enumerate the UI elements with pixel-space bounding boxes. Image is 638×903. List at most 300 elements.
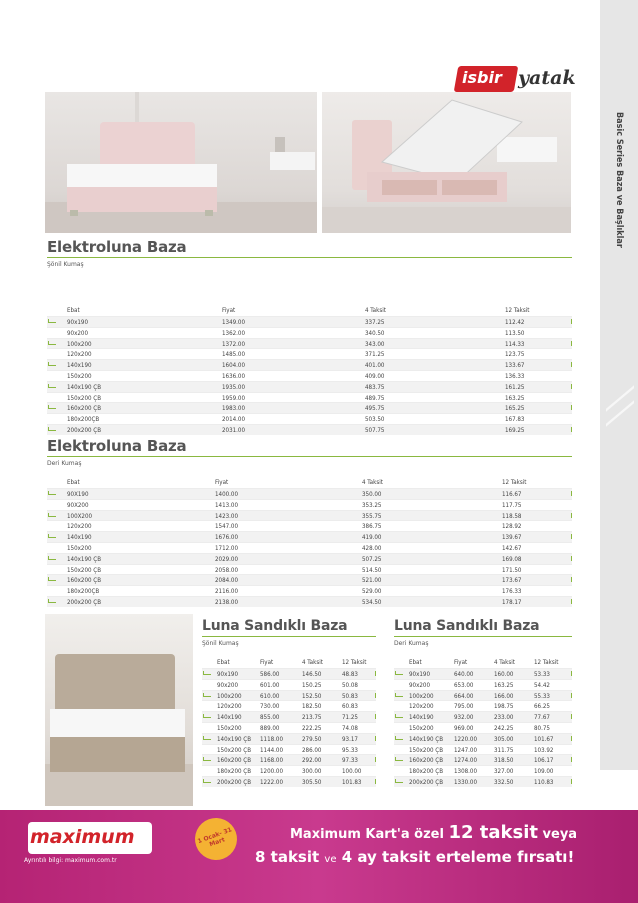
- arrow-marker-icon: [203, 779, 211, 783]
- table-cell: 150.25: [302, 681, 322, 689]
- table-cell: 1220.00: [454, 735, 478, 743]
- table-cell: 178.17: [502, 598, 522, 606]
- table-row: [202, 711, 376, 722]
- table-row: [202, 722, 376, 733]
- table-cell: 200x200 ÇB: [67, 598, 102, 606]
- table-cell: 150x200 ÇB: [217, 746, 252, 754]
- table-cell: 55.33: [534, 692, 550, 700]
- table-cell: 279.50: [302, 735, 322, 743]
- table-row: [47, 531, 572, 542]
- table-cell: 1144.00: [260, 746, 284, 754]
- row-tick-icon: [571, 319, 572, 324]
- table-cell: 409.00: [365, 372, 385, 380]
- table-cell: 90x200: [409, 681, 430, 689]
- table-cell: 1935.00: [222, 383, 246, 391]
- table-row: [394, 744, 572, 755]
- table-cell: 150x200: [67, 544, 92, 552]
- table-row: [394, 733, 572, 744]
- table-cell: 120x200: [217, 703, 242, 711]
- table-cell: 534.50: [362, 598, 382, 606]
- table-cell: 139.67: [502, 534, 522, 542]
- table-cell: 222.25: [302, 724, 322, 732]
- table-cell: 116.67: [502, 491, 522, 498]
- table-cell: 1983.00: [222, 405, 246, 413]
- table-row: [47, 392, 572, 403]
- table-cell: 48.83: [342, 671, 358, 678]
- row-tick-icon: [375, 779, 376, 784]
- table-cell: 160x200 ÇB: [409, 757, 444, 765]
- table-row: [202, 700, 376, 711]
- divider: [394, 636, 572, 637]
- table-cell: 332.50: [494, 778, 514, 786]
- table-cell: 95.33: [342, 746, 358, 754]
- table-cell: 100x200: [67, 340, 92, 348]
- table-cell: 2029.00: [215, 555, 239, 563]
- table-row: [202, 679, 376, 690]
- price-table-2: [47, 476, 572, 607]
- table-cell: 120x200: [409, 703, 434, 711]
- table-row: [47, 553, 572, 564]
- table-cell: 2138.00: [215, 598, 239, 606]
- banner-headline-2: 8 taksit ve 4 ay taksit erteleme fırsatı!: [255, 848, 575, 866]
- table-cell: 103.92: [534, 746, 554, 754]
- bed-photo-headboard: [45, 92, 317, 233]
- price-table-4: [394, 656, 572, 787]
- table-row: [394, 711, 572, 722]
- table-cell: 90x200: [217, 681, 238, 689]
- table-cell: 110.83: [534, 778, 554, 786]
- bed-photo-storage-open: [322, 92, 571, 233]
- table-row: [47, 402, 572, 413]
- table-row: [202, 776, 376, 787]
- table-cell: 180x200 ÇB: [409, 768, 444, 776]
- table-cell: 136.33: [505, 372, 525, 380]
- arrow-marker-icon: [48, 362, 56, 366]
- table-cell: 182.50: [302, 703, 322, 711]
- section-subtitle-2: Deri Kumaş: [47, 460, 82, 467]
- table-cell: 305.50: [302, 778, 322, 786]
- table-header: [202, 656, 376, 668]
- table-cell: 114.33: [505, 340, 525, 348]
- table-cell: 1247.00: [454, 746, 478, 754]
- table-cell: 90X190: [67, 491, 89, 498]
- table-cell: 142.67: [502, 544, 522, 552]
- row-tick-icon: [375, 671, 376, 676]
- section-title-2: Elektroluna Baza: [47, 437, 187, 455]
- arrow-marker-icon: [48, 556, 56, 560]
- arrow-marker-icon: [48, 384, 56, 388]
- table-cell: 100x200: [217, 692, 242, 700]
- arrow-marker-icon: [48, 491, 56, 495]
- table-cell: 171.50: [502, 566, 522, 574]
- row-tick-icon: [571, 671, 572, 676]
- table-cell: 1712.00: [215, 544, 239, 552]
- table-cell: 1168.00: [260, 757, 284, 765]
- table-cell: 889.00: [260, 724, 280, 732]
- table-cell: 2058.00: [215, 566, 239, 574]
- table-cell: 77.67: [534, 714, 550, 722]
- table-row: [47, 413, 572, 424]
- divider: [47, 456, 572, 457]
- table-cell: 1118.00: [260, 735, 284, 743]
- row-tick-icon: [571, 599, 572, 604]
- table-cell: 529.00: [362, 588, 382, 596]
- table-header: [47, 304, 572, 316]
- table-cell: 507.25: [362, 555, 382, 563]
- table-cell: 353.25: [362, 501, 382, 509]
- row-tick-icon: [375, 736, 376, 741]
- table-row: [394, 722, 572, 733]
- table-cell: 90x190: [217, 671, 238, 678]
- table-row: [202, 690, 376, 701]
- row-tick-icon: [571, 693, 572, 698]
- table-cell: 150x200 ÇB: [409, 746, 444, 754]
- table-cell: 318.50: [494, 757, 514, 765]
- table-cell: 163.25: [494, 681, 514, 689]
- arrow-marker-icon: [203, 736, 211, 740]
- table-cell: 163.25: [505, 394, 525, 402]
- table-row: [47, 585, 572, 596]
- table-cell: 586.00: [260, 671, 280, 678]
- table-row: [47, 338, 572, 349]
- row-tick-icon: [571, 384, 572, 389]
- table-row: [47, 488, 572, 499]
- table-cell: 730.00: [260, 703, 280, 711]
- row-tick-icon: [571, 534, 572, 539]
- section-title-4: Luna Sandıklı Baza: [394, 618, 540, 634]
- table-cell: 343.00: [365, 340, 385, 348]
- arrow-marker-icon: [48, 341, 56, 345]
- table-cell: 169.25: [505, 426, 525, 434]
- table-cell: 292.00: [302, 757, 322, 765]
- row-tick-icon: [571, 757, 572, 762]
- table-cell: 140x190 ÇB: [409, 735, 444, 743]
- table-cell: 610.00: [260, 692, 280, 700]
- table-row: [47, 370, 572, 381]
- row-tick-icon: [571, 577, 572, 582]
- table-cell: 180x200ÇB: [67, 588, 100, 596]
- table-cell: 601.00: [260, 681, 280, 689]
- table-cell: 165.25: [505, 405, 525, 413]
- table-cell: 118.58: [502, 512, 522, 520]
- table-cell: 140x190 ÇB: [217, 735, 252, 743]
- row-tick-icon: [571, 556, 572, 561]
- table-cell: 419.00: [362, 534, 382, 542]
- arrow-marker-icon: [395, 671, 403, 675]
- arrow-marker-icon: [203, 693, 211, 697]
- price-table-1: [47, 304, 572, 435]
- column-header: Ebat: [409, 659, 422, 666]
- arrow-marker-icon: [48, 319, 56, 323]
- table-row: [394, 668, 572, 679]
- arrow-marker-icon: [48, 599, 56, 603]
- table-row: [394, 700, 572, 711]
- column-header: Fiyat: [260, 659, 274, 666]
- table-row: [47, 316, 572, 327]
- column-header: 12 Taksit: [342, 659, 367, 666]
- arrow-marker-icon: [395, 714, 403, 718]
- table-cell: 152.50: [302, 692, 322, 700]
- table-cell: 200x200 ÇB: [217, 778, 252, 786]
- table-cell: 140x190: [67, 362, 92, 370]
- row-tick-icon: [571, 513, 572, 518]
- table-cell: 2084.00: [215, 577, 239, 585]
- table-cell: 160.00: [494, 671, 514, 678]
- column-header: Ebat: [67, 307, 80, 314]
- section-subtitle-1: Şönil Kumaş: [47, 261, 84, 268]
- table-cell: 1349.00: [222, 319, 246, 326]
- table-cell: 795.00: [454, 703, 474, 711]
- arrow-marker-icon: [395, 693, 403, 697]
- table-cell: 90x200: [67, 329, 88, 337]
- divider: [47, 257, 572, 258]
- table-row: [47, 359, 572, 370]
- table-cell: 146.50: [302, 671, 322, 678]
- table-row: [202, 744, 376, 755]
- table-cell: 1308.00: [454, 768, 478, 776]
- table-cell: 855.00: [260, 714, 280, 722]
- table-cell: 640.00: [454, 671, 474, 678]
- row-tick-icon: [375, 757, 376, 762]
- table-cell: 200x200 ÇB: [409, 778, 444, 786]
- table-cell: 1222.00: [260, 778, 284, 786]
- table-row: [202, 668, 376, 679]
- table-cell: 2116.00: [215, 588, 239, 596]
- arrow-marker-icon: [203, 671, 211, 675]
- table-cell: 106.17: [534, 757, 554, 765]
- table-cell: 1330.00: [454, 778, 478, 786]
- table-cell: 1400.00: [215, 491, 239, 498]
- table-cell: 2014.00: [222, 416, 246, 424]
- table-cell: 1413.00: [215, 501, 239, 509]
- row-tick-icon: [375, 693, 376, 698]
- row-tick-icon: [571, 714, 572, 719]
- table-row: [47, 520, 572, 531]
- table-row: [394, 765, 572, 776]
- table-row: [47, 542, 572, 553]
- table-row: [394, 679, 572, 690]
- column-header: 4 Taksit: [365, 307, 386, 314]
- table-cell: 140x190 ÇB: [67, 383, 102, 391]
- table-cell: 101.83: [342, 778, 362, 786]
- table-header: [394, 656, 572, 668]
- table-cell: 133.67: [505, 362, 525, 370]
- table-cell: 60.83: [342, 703, 358, 711]
- table-cell: 503.50: [365, 416, 385, 424]
- table-cell: 305.00: [494, 735, 514, 743]
- table-cell: 112.42: [505, 319, 525, 326]
- table-row: [47, 596, 572, 607]
- side-title: Basic Series Baza ve Başlıklar: [614, 112, 624, 248]
- section-title-3: Luna Sandıklı Baza: [202, 618, 348, 634]
- arrow-marker-icon: [395, 779, 403, 783]
- table-row: [47, 510, 572, 521]
- table-cell: 428.00: [362, 544, 382, 552]
- table-cell: 160x200 ÇB: [217, 757, 252, 765]
- row-tick-icon: [571, 362, 572, 367]
- table-cell: 167.83: [505, 416, 525, 424]
- table-cell: 386.75: [362, 523, 382, 531]
- column-header: Fiyat: [222, 307, 236, 314]
- column-header: 4 Taksit: [302, 659, 323, 666]
- column-header: 4 Taksit: [362, 479, 383, 486]
- table-row: [202, 754, 376, 765]
- table-cell: 140x190: [409, 714, 434, 722]
- table-row: [47, 564, 572, 575]
- table-cell: 150x200: [67, 372, 92, 380]
- table-row: [394, 754, 572, 765]
- column-header: Fiyat: [215, 479, 229, 486]
- table-row: [47, 381, 572, 392]
- row-tick-icon: [571, 341, 572, 346]
- table-cell: 50.08: [342, 681, 358, 689]
- table-cell: 140x190: [217, 714, 242, 722]
- table-cell: 90x190: [409, 671, 430, 678]
- table-cell: 2031.00: [222, 426, 246, 434]
- table-cell: 100X200: [67, 512, 93, 520]
- date-sticker: 1 Ocak- 31 Mart: [189, 812, 243, 866]
- section-subtitle-3: Şönil Kumaş: [202, 640, 239, 647]
- table-row: [394, 690, 572, 701]
- table-cell: 483.75: [365, 383, 385, 391]
- table-row: [47, 424, 572, 435]
- table-cell: 495.75: [365, 405, 385, 413]
- table-cell: 286.00: [302, 746, 322, 754]
- table-cell: 166.00: [494, 692, 514, 700]
- table-cell: 169.08: [502, 555, 522, 563]
- table-cell: 514.50: [362, 566, 382, 574]
- table-cell: 109.00: [534, 768, 554, 776]
- table-cell: 311.75: [494, 746, 514, 754]
- banner-info: Ayrıntılı bilgi: maximum.com.tr: [24, 857, 117, 864]
- column-header: Ebat: [217, 659, 230, 666]
- table-cell: 521.00: [362, 577, 382, 585]
- arrow-marker-icon: [48, 427, 56, 431]
- table-row: [394, 776, 572, 787]
- table-cell: 337.25: [365, 319, 385, 326]
- maximum-logo: maximum: [30, 826, 135, 848]
- table-cell: 150x200: [409, 724, 434, 732]
- table-cell: 160x200 ÇB: [67, 577, 102, 585]
- brand-name-left: isbir: [462, 68, 502, 87]
- table-cell: 969.00: [454, 724, 474, 732]
- table-cell: 160x200 ÇB: [67, 405, 102, 413]
- table-cell: 1485.00: [222, 351, 246, 359]
- table-cell: 74.08: [342, 724, 358, 732]
- column-header: Fiyat: [454, 659, 468, 666]
- table-cell: 1636.00: [222, 372, 246, 380]
- section-title-1: Elektroluna Baza: [47, 238, 187, 256]
- table-cell: 80.75: [534, 724, 550, 732]
- table-cell: 355.75: [362, 512, 382, 520]
- table-cell: 1423.00: [215, 512, 239, 520]
- table-cell: 150x200 ÇB: [67, 394, 102, 402]
- table-cell: 128.92: [502, 523, 522, 531]
- table-row: [47, 499, 572, 510]
- table-cell: 117.75: [502, 501, 522, 509]
- table-row: [47, 348, 572, 359]
- table-cell: 150x200 ÇB: [67, 566, 102, 574]
- table-row: [47, 327, 572, 338]
- arrow-marker-icon: [48, 577, 56, 581]
- table-row: [202, 765, 376, 776]
- section-subtitle-4: Deri Kumaş: [394, 640, 429, 647]
- table-cell: 90x190: [67, 319, 88, 326]
- table-cell: 150x200: [217, 724, 242, 732]
- table-cell: 140x190 ÇB: [67, 555, 102, 563]
- brand-name-right: yatak: [518, 67, 576, 89]
- arrow-marker-icon: [48, 405, 56, 409]
- table-cell: 1604.00: [222, 362, 246, 370]
- table-cell: 71.25: [342, 714, 358, 722]
- table-cell: 100x200: [409, 692, 434, 700]
- divider: [202, 636, 376, 637]
- price-table-3: [202, 656, 376, 787]
- table-cell: 176.33: [502, 588, 522, 596]
- table-cell: 489.75: [365, 394, 385, 402]
- table-cell: 161.25: [505, 383, 525, 391]
- arrow-marker-icon: [395, 736, 403, 740]
- column-header: Ebat: [67, 479, 80, 486]
- table-cell: 66.25: [534, 703, 550, 711]
- table-cell: 1547.00: [215, 523, 239, 531]
- table-cell: 1274.00: [454, 757, 478, 765]
- table-cell: 180x200 ÇB: [217, 768, 252, 776]
- table-cell: 113.50: [505, 329, 525, 337]
- table-cell: 664.00: [454, 692, 474, 700]
- table-cell: 140x190: [67, 534, 92, 542]
- table-cell: 101.67: [534, 735, 554, 743]
- table-row: [47, 574, 572, 585]
- table-cell: 1362.00: [222, 329, 246, 337]
- arrow-marker-icon: [48, 513, 56, 517]
- table-cell: 233.00: [494, 714, 514, 722]
- table-cell: 213.75: [302, 714, 322, 722]
- column-header: 12 Taksit: [534, 659, 559, 666]
- table-cell: 1372.00: [222, 340, 246, 348]
- table-cell: 53.33: [534, 671, 550, 678]
- table-cell: 123.75: [505, 351, 525, 359]
- table-cell: 932.00: [454, 714, 474, 722]
- table-cell: 120x200: [67, 351, 92, 359]
- row-tick-icon: [375, 714, 376, 719]
- arrow-marker-icon: [395, 757, 403, 761]
- table-cell: 242.25: [494, 724, 514, 732]
- column-header: 12 Taksit: [502, 479, 527, 486]
- table-cell: 120x200: [67, 523, 92, 531]
- table-cell: 653.00: [454, 681, 474, 689]
- table-cell: 340.50: [365, 329, 385, 337]
- table-cell: 97.33: [342, 757, 358, 765]
- arrow-marker-icon: [203, 714, 211, 718]
- arrow-marker-icon: [48, 534, 56, 538]
- column-header: 12 Taksit: [505, 307, 530, 314]
- table-cell: 327.00: [494, 768, 514, 776]
- table-cell: 1200.00: [260, 768, 284, 776]
- table-cell: 507.75: [365, 426, 385, 434]
- table-cell: 1959.00: [222, 394, 246, 402]
- table-cell: 350.00: [362, 491, 382, 498]
- table-cell: 100.00: [342, 768, 362, 776]
- bed-photo-luna: [45, 614, 193, 806]
- table-header: [47, 476, 572, 488]
- column-header: 4 Taksit: [494, 659, 515, 666]
- row-tick-icon: [571, 779, 572, 784]
- arrow-marker-icon: [203, 757, 211, 761]
- table-cell: 401.00: [365, 362, 385, 370]
- table-cell: 300.00: [302, 768, 322, 776]
- row-tick-icon: [571, 405, 572, 410]
